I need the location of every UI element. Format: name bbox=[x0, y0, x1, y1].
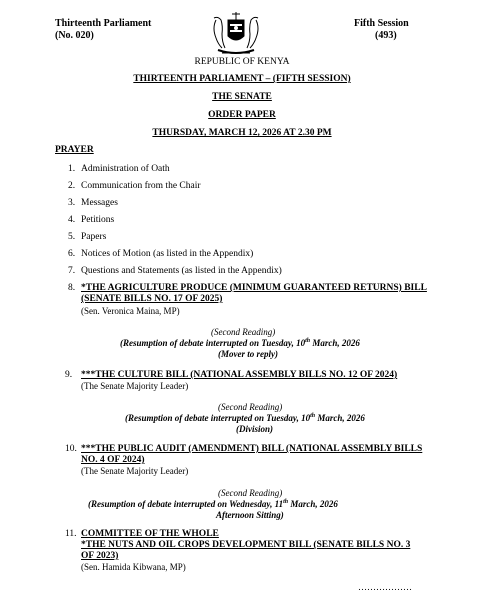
list-item bbox=[68, 266, 282, 276]
reading-stage: (Second Reading) bbox=[218, 402, 283, 412]
sitting-date: THURSDAY, MARCH 12, 2026 AT 2.30 PM bbox=[152, 128, 332, 138]
reading-stage: (Second Reading) bbox=[211, 327, 276, 337]
resumption-note bbox=[88, 499, 338, 509]
item-text: Notices of Motion (as listed in the Appendix) bbox=[81, 249, 254, 259]
item-number: 10. bbox=[65, 444, 77, 454]
resumption-note-cont: Afternoon Sitting) bbox=[216, 510, 284, 520]
item-text: Petitions bbox=[81, 215, 115, 225]
bill-title: ***THE CULTURE BILL (NATIONAL ASSEMBLY BILLS NO. 12 OF 2024) bbox=[81, 370, 398, 380]
item-number: 6. bbox=[68, 249, 76, 259]
resumption-note bbox=[125, 413, 365, 423]
list-item bbox=[68, 232, 106, 242]
header-right bbox=[354, 18, 409, 42]
resumption-ordinal: th bbox=[305, 338, 311, 344]
resumption-note-cont: (Division) bbox=[236, 424, 273, 434]
item-number: 5. bbox=[68, 232, 76, 242]
resumption-text: (Resumption of debate interrupted on Tuesday, 10 bbox=[120, 338, 306, 348]
header-number: (No. 020) bbox=[55, 30, 94, 41]
house-title: THE SENATE bbox=[212, 92, 272, 102]
item-number: 9. bbox=[65, 370, 73, 380]
bill-sponsor: (Sen. Hamida Kibwana, MP) bbox=[81, 562, 186, 572]
item-number: 8. bbox=[68, 283, 76, 293]
resumption-date: March, 2026 bbox=[315, 413, 365, 423]
bill-title-cont: NO. 4 OF 2024) bbox=[81, 455, 145, 465]
item-text: Papers bbox=[81, 232, 107, 242]
order-paper-title: ORDER PAPER bbox=[208, 110, 276, 120]
item-number: 4. bbox=[68, 215, 76, 225]
item-text: Messages bbox=[81, 198, 118, 208]
list-item bbox=[68, 215, 114, 225]
bill-title: ***THE PUBLIC AUDIT (AMENDMENT) BILL (NATIONAL ASSEMBLY BILLS bbox=[81, 444, 423, 454]
page-continuation-dots: ……………… bbox=[358, 582, 412, 592]
header-left bbox=[55, 18, 151, 42]
item-number: 11. bbox=[65, 529, 77, 539]
bill-sponsor: (The Senate Majority Leader) bbox=[81, 381, 189, 391]
item-number: 7. bbox=[68, 266, 76, 276]
parliament-title: THIRTEENTH PARLIAMENT – (FIFTH SESSION) bbox=[133, 74, 351, 84]
list-item bbox=[68, 249, 253, 259]
resumption-note bbox=[120, 338, 360, 348]
resumption-text: (Resumption of debate interrupted on Wednesday, 11 bbox=[88, 499, 284, 509]
bill-title: *THE AGRICULTURE PRODUCE (MINIMUM GUARANTEED RETURNS) BILL bbox=[81, 283, 427, 293]
bill-title-cont: (SENATE BILLS NO. 17 OF 2025) bbox=[81, 294, 223, 304]
list-item bbox=[68, 181, 201, 191]
item-text: Communication from the Chair bbox=[81, 181, 201, 191]
resumption-date: March, 2026 bbox=[288, 499, 338, 509]
resumption-text: (Resumption of debate interrupted on Tuesday, 10 bbox=[125, 413, 311, 423]
republic-title: REPUBLIC OF KENYA bbox=[194, 57, 290, 67]
resumption-ordinal: th bbox=[283, 499, 289, 505]
header-session: Fifth Session bbox=[354, 18, 409, 29]
header-page-number: (493) bbox=[375, 30, 397, 41]
bill-sponsor: (Sen. Veronica Maina, MP) bbox=[81, 306, 180, 316]
prayer-heading: PRAYER bbox=[55, 145, 94, 155]
item-number: 3. bbox=[68, 198, 76, 208]
item-number: 2. bbox=[68, 181, 76, 191]
list-item bbox=[68, 164, 170, 174]
committee-heading: COMMITTEE OF THE WHOLE bbox=[81, 529, 219, 539]
header-parliament: Thirteenth Parliament bbox=[55, 18, 152, 29]
item-text: Administration of Oath bbox=[81, 164, 170, 174]
bill-title: *THE NUTS AND OIL CROPS DEVELOPMENT BILL (SENATE BILLS NO. 3 bbox=[81, 540, 411, 550]
kenya-coat-of-arms-icon bbox=[208, 10, 264, 58]
item-number: 1. bbox=[68, 164, 76, 174]
resumption-date: March, 2026 bbox=[310, 338, 360, 348]
resumption-note-cont: (Mover to reply) bbox=[218, 349, 278, 359]
list-item bbox=[68, 198, 118, 208]
resumption-ordinal: th bbox=[310, 413, 316, 419]
item-text: Questions and Statements (as listed in the Appendix) bbox=[81, 266, 282, 276]
bill-title-cont: OF 2023) bbox=[81, 551, 119, 561]
reading-stage: (Second Reading) bbox=[218, 488, 283, 498]
bill-sponsor: (The Senate Majority Leader) bbox=[81, 466, 189, 476]
